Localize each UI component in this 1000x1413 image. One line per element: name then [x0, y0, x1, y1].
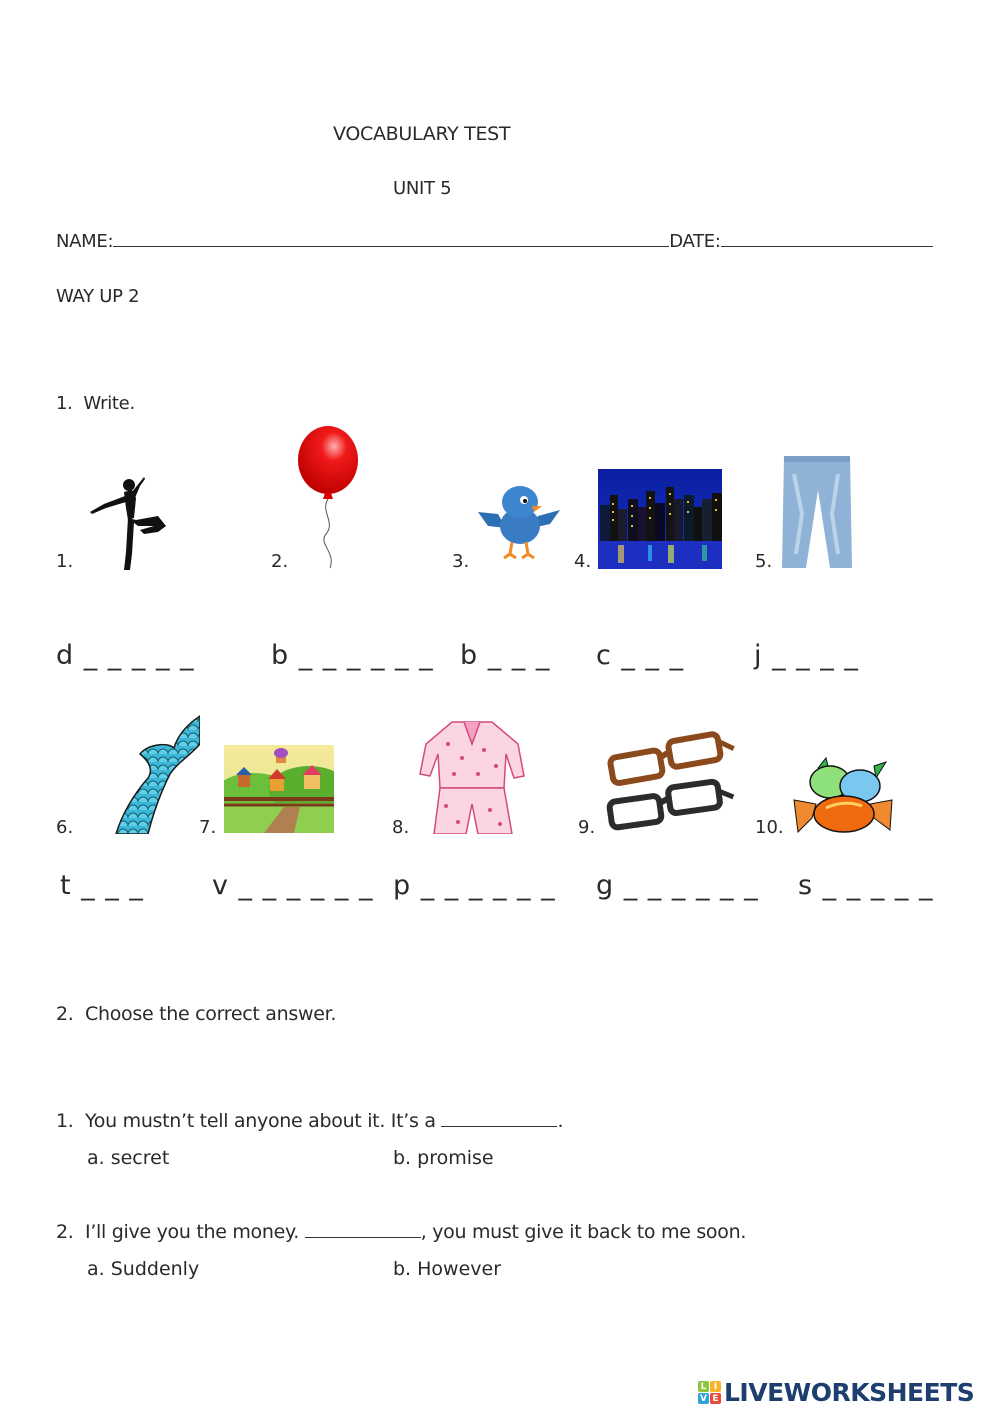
question-2: 2. I’ll give you the money. , you must give it back to me soon.: [56, 1221, 747, 1243]
dancer-silhouette-image: [88, 474, 168, 570]
option-a[interactable]: a. Suddenly: [87, 1258, 200, 1280]
word-hint[interactable]: b _ _ _: [460, 640, 551, 671]
item-number: 6.: [56, 817, 74, 838]
village-image: [224, 745, 334, 833]
liveworksheets-logo: [698, 1378, 974, 1407]
option-a[interactable]: a. secret: [87, 1147, 170, 1169]
word-hint[interactable]: b _ _ _ _ _ _: [271, 640, 434, 671]
section1-heading: 1. Write.: [56, 393, 135, 414]
item-number: 2.: [271, 551, 289, 572]
blue-bird-image: [476, 482, 562, 564]
answer-blank[interactable]: [305, 1237, 421, 1238]
red-balloon-image: [296, 426, 360, 570]
unit-label: UNIT 5: [393, 178, 452, 199]
sweets-image: [790, 756, 896, 836]
mermaid-tail-image: [108, 714, 200, 834]
logo-text: LIVEWORKSHEETS: [724, 1378, 975, 1407]
item-number: 4.: [574, 551, 592, 572]
page-title: VOCABULARY TEST: [333, 123, 511, 145]
logo-icon: L I V E: [698, 1381, 721, 1404]
word-hint[interactable]: p _ _ _ _ _ _: [393, 870, 556, 901]
answer-blank[interactable]: [441, 1126, 557, 1127]
city-at-night-image: [598, 469, 722, 569]
word-hint[interactable]: d _ _ _ _ _: [56, 640, 195, 671]
word-hint[interactable]: v _ _ _ _ _ _: [212, 870, 374, 901]
jeans-image: [780, 454, 854, 570]
pyjamas-image: [418, 714, 526, 834]
name-field[interactable]: [113, 246, 669, 247]
item-number: 9.: [578, 817, 596, 838]
option-b[interactable]: b. However: [393, 1258, 502, 1280]
word-hint[interactable]: s _ _ _ _ _: [798, 870, 934, 901]
item-number: 5.: [755, 551, 773, 572]
item-number: 3.: [452, 551, 470, 572]
item-number: 1.: [56, 551, 74, 572]
word-hint[interactable]: t _ _ _: [60, 870, 144, 901]
item-number: 7.: [199, 817, 217, 838]
glasses-image: [602, 726, 736, 836]
item-number: 10.: [755, 817, 784, 838]
name-label: NAME:: [56, 231, 114, 252]
option-b[interactable]: b. promise: [393, 1147, 494, 1169]
section2-heading: 2. Choose the correct answer.: [56, 1003, 337, 1025]
date-field[interactable]: [721, 246, 933, 247]
word-hint[interactable]: j _ _ _ _: [754, 640, 859, 671]
date-label: DATE:: [669, 231, 721, 252]
word-hint[interactable]: g _ _ _ _ _ _: [596, 870, 759, 901]
item-number: 8.: [392, 817, 410, 838]
word-hint[interactable]: c _ _ _: [596, 640, 685, 671]
question-1: 1. You mustn’t tell anyone about it. It’s a .: [56, 1110, 564, 1132]
name-date-row: [56, 231, 933, 252]
book-label: WAY UP 2: [56, 286, 140, 307]
